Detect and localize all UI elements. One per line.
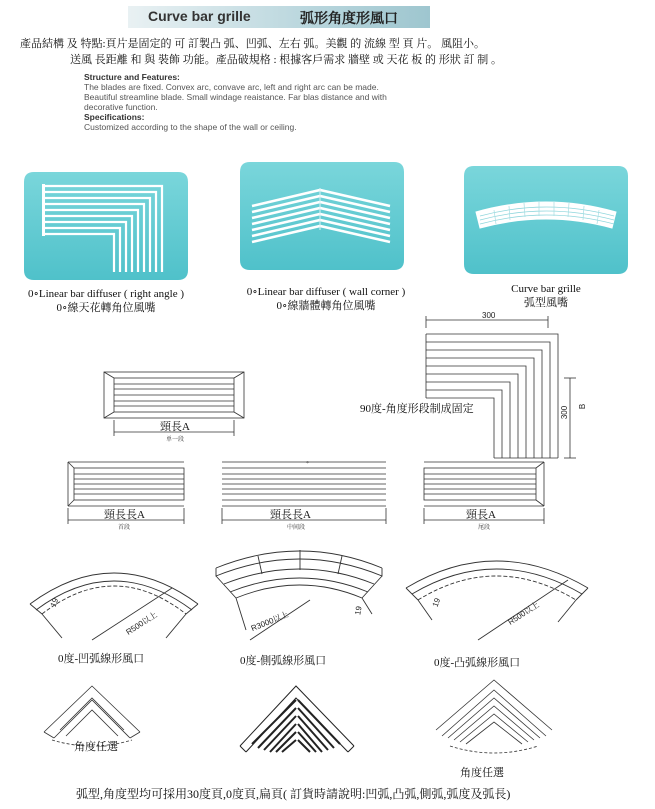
title-chinese: 弧形角度形風口 [300, 12, 398, 27]
caption-right-angle-zh: 0∘線天花轉角位風嘴 [56, 302, 156, 314]
concave-arc-dim: 19 [48, 596, 61, 609]
drawing-angle-right [430, 676, 560, 758]
drawing-90-corner [420, 308, 580, 468]
spec-line-1: Customized according to the shape of the wall or ceiling. [84, 122, 297, 132]
spec-heading: Specifications: [84, 112, 145, 122]
photo-curve-grille [464, 166, 628, 274]
first-length-label: 頸長長A [104, 509, 145, 521]
photo-right-angle [24, 172, 188, 280]
corner-dim-top: 300 [482, 311, 496, 320]
structure-line-3: decorative function. [84, 102, 158, 112]
convex-arc-dim: 19 [430, 596, 443, 609]
title-english: Curve bar grille [148, 8, 251, 24]
drawing-concave-arc [22, 544, 212, 640]
convex-arc-label: 0度-凸弧線形風口 [434, 657, 521, 669]
concave-arc-radius: R500以上 [124, 610, 159, 637]
caption-curve-grille-zh: 弧型風嘴 [524, 297, 568, 309]
caption-right-angle-en: 0∘Linear bar diffuser ( right angle ) [27, 288, 185, 300]
english-description [84, 72, 484, 132]
caption-curve-grille-en: Curve bar grille [511, 283, 581, 295]
footer-note: 弧型,角度型均可採用30度頁,0度頁,扁頁( 訂貨時請說明:凹弧,凸弧,側弧,弧度及弧長) [76, 787, 511, 801]
middle-segment-label: 中间段 [287, 525, 306, 531]
side-arc-label: 0度-側弧線形風口 [240, 655, 327, 667]
drawing-angle-middle [232, 680, 362, 770]
drawing-side-arc [210, 540, 390, 640]
middle-length-label: 頸長長A [270, 509, 311, 521]
single-length-label: 頸長A [160, 421, 190, 433]
last-segment-label: 尾段 [478, 525, 491, 531]
single-segment-label: 单一段 [166, 437, 185, 443]
svg-text:*: * [306, 461, 309, 467]
angle-right-label: 角度任選 [460, 767, 504, 779]
corner-dim-side: 300 [560, 405, 570, 420]
intro-line-2: 送風 長距離 和 與 裝飾 功能。產品破規格 : 根據客戶需求 牆壁 或 天花 板 的 形狀 訂 制 。 [70, 54, 503, 66]
caption-wall-corner-zh: 0∘線牆體轉角位風嘴 [276, 300, 376, 312]
last-length-label: 頸長A [466, 509, 496, 521]
corner-label: 90度-角度形段制成固定 [360, 403, 474, 415]
caption-curve-grille [476, 282, 616, 310]
angle-left-label: 角度任選 [74, 741, 118, 753]
photo-wall-corner [240, 162, 404, 270]
first-segment-label: 首段 [118, 525, 131, 531]
structure-line-1: The blades are fixed. Convex arc, convave arc, left and right arc can be made. [84, 82, 379, 92]
side-arc-radius: R3000以上 [249, 609, 290, 634]
corner-dim-b: B [578, 403, 588, 410]
structure-heading: Structure and Features: [84, 72, 180, 82]
structure-line-2: Beautiful streamline blade. Small windage reaistance. Far blas distance and with [84, 92, 387, 102]
caption-wall-corner-en: 0∘Linear bar diffuser ( wall corner ) [246, 286, 406, 298]
concave-arc-label: 0度-凹弧線形風口 [58, 653, 145, 665]
caption-wall-corner [226, 285, 426, 313]
caption-right-angle [6, 287, 206, 315]
intro-line-1: 產品結構 及 特點:頁片是固定的 可 訂製凸 弧、凹弧、左右 弧。美觀 的 流線 型 頁 片。 風阻小。 [20, 38, 486, 50]
convex-arc-radius: R500以上 [506, 600, 541, 627]
side-arc-dim: 19 [353, 605, 364, 616]
drawing-convex-arc [398, 544, 598, 640]
